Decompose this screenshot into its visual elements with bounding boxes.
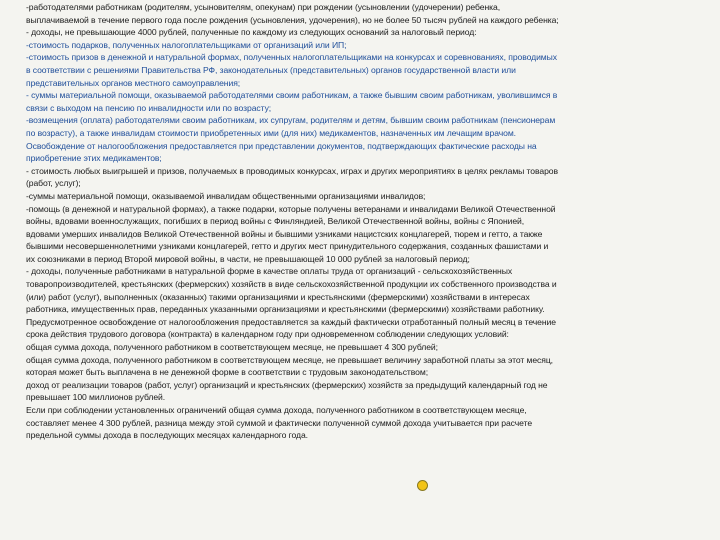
text-line: вдовами умерших инвалидов Великой Отечественной войны и бывшими узниками нацистских концлагерей, тюрем и гетто, а также [26,228,543,239]
text-line: войны, вдовами военнослужащих, погибших в период войны с Финляндией, Великой Отечественной войны, войны с Японией, [26,216,525,227]
text-line: - стоимость любых выигрышей и призов, получаемых в проводимых конкурсах, играх и других мероприятиях в целях рекламы товаров [26,165,558,176]
text-line: - доходы, не превышающие 4000 рублей, полученные по каждому из следующих оснований за налоговый период: [26,27,477,38]
text-line: работника, имущественных прав, переданных указанными организациями и крестьянскими (фермерскими) хозяйствами работнику. [26,304,545,315]
yellow-dot-marker [417,480,428,491]
document-text [26,1,712,442]
text-line: (или) работ (услуг), выполненных (оказанных) такими организациями и крестьянскими (фермерскими) хозяйствами в интересах [26,291,530,302]
text-line: -работодателями работникам (родителям, усыновителям, опекунам) при рождении (усыновлении (удочерении) ребенка, [26,2,501,12]
text-line: -возмещения (оплата) работодателями своим работникам, их супругам, родителям и детям, бывшим своим работникам (пенсионерам [26,115,556,126]
text-line: срока действия трудового договора (контракта) в календарном году при одновременном соблюдении следующих условий: [26,329,509,340]
text-line: предельной суммы дохода в последующих месяцах календарного года. [26,430,308,441]
text-line: доход от реализации товаров (работ, услуг) организаций и крестьянских (фермерских) хозяйств за предыдущий календарный год не [26,379,548,390]
text-line: Освобождение от налогообложения предоставляется при представлении документов, подтверждающих фактические расходы на [26,140,537,151]
text-line: - доходы, полученные работниками в натуральной форме в качестве оплаты труда от организаций - сельскохозяйственных [26,266,513,277]
text-line: Если при соблюдении установленных ограничений общая сумма дохода, полученного работником в соответствующем месяце, [26,405,527,415]
text-line: -стоимость подарков, полученных налогоплательщиками от организаций или ИП; [26,39,347,50]
text-line: связи с выходом на пенсию по инвалидности или по возрасту; [26,102,272,113]
text-line: представительных органов местного самоуправления; [26,77,241,88]
text-line: бывшими несовершеннолетними узниками концлагерей, гетто и других мест принудительного содержания, созданных фашистами и [26,241,549,252]
text-line: которая может быть выплачена в не денежной форме в соответствии с трудовым законодательством; [26,367,428,378]
text-line: - суммы материальной помощи, оказываемой работодателями своим работникам, а также бывшим своим работникам, уволившимся в [26,90,558,101]
text-line: их союзниками в период Второй мировой войны, в части, не превышающей 10 000 рублей за налоговый период; [26,253,470,264]
text-line: -стоимость призов в денежной и натуральной формах, полученных налогоплательщиками на конкурсах и соревнованиях, проводимых [26,52,557,63]
text-line: Предусмотренное освобождение от налогообложения предоставляется за каждый фактически отработанный полный месяц в течение [26,316,556,327]
text-line: приобретение этих медикаментов; [26,153,162,164]
text-line: (работ, услуг); [26,178,81,189]
text-line: общая сумма дохода, полученного работником в соответствующем месяце, не превышает величину заработной платы за этот месяц, [26,354,553,365]
text-line: составляет менее 4 300 рублей, разница между этой суммой и фактически полученной суммой дохода учитывается при расчете [26,417,533,428]
text-line: общая сумма дохода, полученного работником в соответствующем месяце, не превышает 4 300 рублей; [26,342,438,353]
text-line: -помощь (в денежной и натуральной формах), а также подарки, которые получены ветеранами и инвалидами Великой Отечественной [26,203,556,214]
text-line: -суммы материальной помощи, оказываемой инвалидам общественными организациями инвалидов; [26,190,426,201]
text-line: выплачиваемой в течение первого года после рождения (усыновления, удочерения), но не более 50 тысяч рублей на каждого ребенка; [26,14,559,25]
text-line: в соответствии с решениями Правительства РФ, законодательных (представительных) органов государственной власти или [26,64,516,75]
text-line: по возрасту), а также инвалидам стоимости приобретенных ими (для них) медикаментов, назначенных им лечащим врачом. [26,127,516,138]
text-line: товаропроизводителей, крестьянских (фермерских) хозяйств в виде сельскохозяйственной продукции их собственного производства и [26,279,557,290]
text-line: превышает 100 миллионов рублей. [26,392,166,403]
